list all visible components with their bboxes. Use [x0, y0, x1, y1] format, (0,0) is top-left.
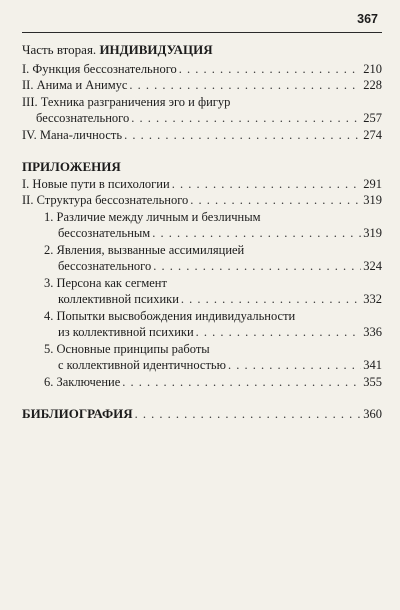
- dot-leader: [196, 324, 362, 341]
- dot-leader: [135, 406, 362, 423]
- toc-entry-page: 257: [363, 111, 382, 125]
- toc-subentry: [22, 374, 382, 391]
- toc-subentry-title-cont: с коллективной идентичностью: [58, 358, 226, 372]
- toc-subentry: [22, 225, 382, 242]
- page-number: 367: [357, 12, 378, 26]
- bibliography-title: БИБЛИОГРАФИЯ: [22, 406, 133, 421]
- toc-entry-page: 360: [363, 407, 382, 421]
- toc-subentry-title: 6. Заключение: [44, 374, 121, 389]
- dot-leader: [153, 258, 361, 275]
- toc-subentry: [22, 258, 382, 275]
- header-rule: [22, 32, 382, 33]
- table-of-contents: [22, 42, 382, 423]
- bibliography-entry: [22, 406, 382, 423]
- toc-entry-title: I. Функция бессознательного: [22, 61, 177, 76]
- dot-leader: [179, 61, 361, 78]
- part-title: [22, 42, 382, 59]
- toc-entry: [22, 110, 382, 127]
- toc-entry-page: 291: [363, 176, 382, 191]
- toc-entry-page: 355: [363, 374, 382, 389]
- toc-subentry-title: 2. Явления, вызванные ассимиляцией: [44, 242, 245, 257]
- dot-leader: [131, 110, 361, 127]
- dot-leader: [129, 77, 361, 94]
- toc-subentry: [22, 357, 382, 374]
- toc-entry: [22, 77, 382, 94]
- dot-leader: [122, 374, 361, 391]
- toc-entry-page: 332: [363, 292, 382, 306]
- toc-subentry-title: 1. Различие между личным и безличным: [44, 209, 261, 224]
- toc-entry: [22, 61, 382, 78]
- toc-entry-title: II. Структура бессознательного: [22, 193, 189, 207]
- toc-subentry-title: 3. Персона как сегмент: [44, 275, 167, 290]
- toc-entry-title: II. Анима и Анимус: [22, 78, 128, 92]
- toc-subentry: [22, 324, 382, 341]
- appendix-heading: ПРИЛОЖЕНИЯ: [22, 159, 121, 174]
- toc-entry-title: I. Новые пути в психологии: [22, 176, 170, 191]
- dot-leader: [181, 291, 361, 308]
- toc-subentry-title-cont: коллективной психики: [58, 292, 179, 306]
- dot-leader: [228, 357, 361, 374]
- toc-entry-page: 336: [363, 325, 382, 339]
- toc-entry-title: IV. Мана-личность: [22, 127, 123, 142]
- toc-subentry-title-cont: бессознательным: [58, 226, 151, 240]
- toc-entry-page: 319: [363, 226, 382, 240]
- toc-entry-page: 319: [363, 193, 382, 207]
- part-prefix: Часть вторая.: [22, 42, 97, 57]
- dot-leader: [190, 192, 361, 209]
- toc-entry: [22, 176, 382, 193]
- toc-entry-title-cont: бессознательного: [36, 111, 130, 125]
- toc-subentry-title-cont: из коллективной психики: [58, 325, 194, 339]
- dot-leader: [172, 176, 362, 193]
- toc-entry-title: III. Техника разграничения эго и фигур: [22, 94, 231, 109]
- dot-leader: [124, 127, 361, 144]
- toc-entry-page: 324: [363, 259, 382, 273]
- part-name: ИНДИВИДУАЦИЯ: [99, 42, 213, 57]
- toc-subentry: [22, 291, 382, 308]
- toc-entry-page: 228: [363, 78, 382, 92]
- toc-subentry-title-cont: бессознательного: [58, 259, 152, 273]
- toc-subentry-title: 4. Попытки высвобождения индивидуальности: [44, 308, 296, 323]
- toc-entry: [22, 127, 382, 144]
- toc-subentry-title: 5. Основные принципы работы: [44, 341, 210, 356]
- toc-entry-page: 274: [363, 127, 382, 142]
- toc-entry-page: 341: [363, 358, 382, 372]
- dot-leader: [152, 225, 361, 242]
- toc-entry: [22, 192, 382, 209]
- toc-entry-page: 210: [363, 61, 382, 76]
